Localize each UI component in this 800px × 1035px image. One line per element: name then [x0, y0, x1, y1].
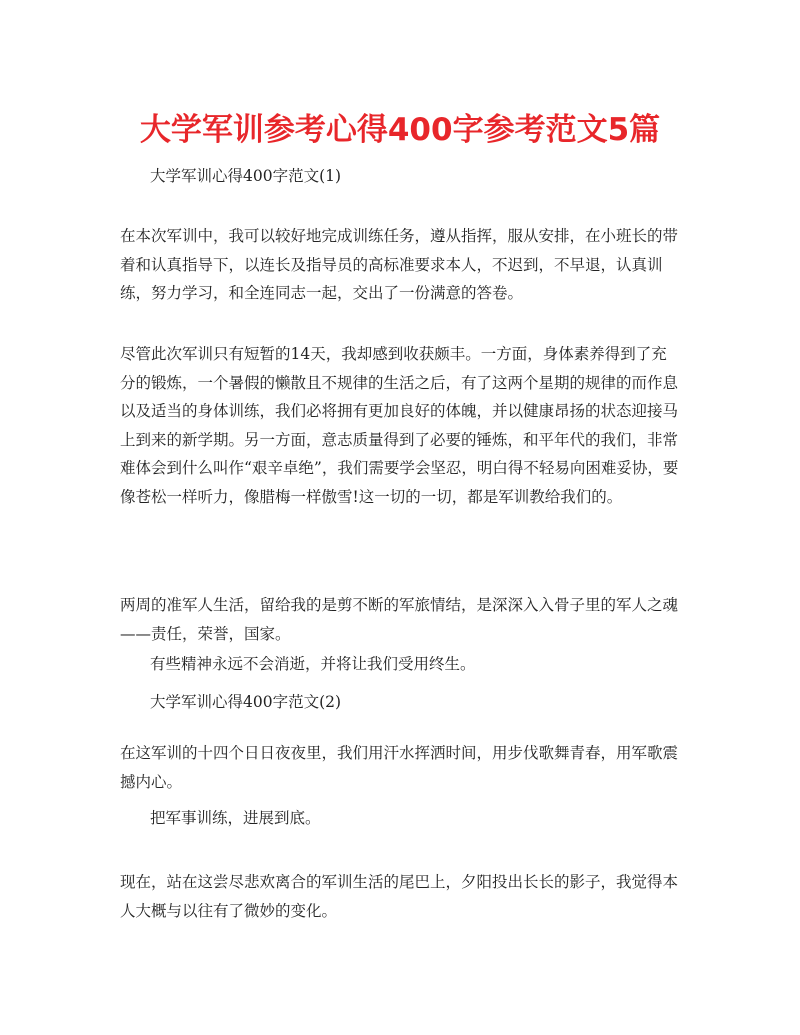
- paragraph-6: 把军事训练，进展到底。: [150, 809, 321, 827]
- paragraph-2: 尽管此次军训只有短暂的14天，我却感到收获颇丰。一方面，身体素养得到了充分的锻炼，一个暑假的懒散且不规律的生活之后，有了这两个星期的规律的而作息以及适当的身体训练，我们必将拥有更加良好的体魄，并以健康昂扬的状态迎接马上到来的新学期。另一方面，意志质量得到了必要的锤炼，和平年代的我们，非常难体会到什么叫作“艰辛卓绝”，我们需要学会坚忍，明白得不轻易向困难妥协，要像苍松一样听力，像腊梅一样傲雪!这一切的一切，都是军训教给我们的。: [120, 345, 679, 506]
- paragraph-5: 在这军训的十四个日日夜夜里，我们用汗水挥洒时间，用步伐歌舞青春，用军歌震撼内心。: [120, 744, 679, 791]
- document-title: 大学军训参考心得400字参考范文5篇: [139, 112, 661, 148]
- paragraph-7: 现在，站在这尝尽悲欢离合的军训生活的尾巴上，夕阳投出长长的影子，我觉得本人大概与以往有了微妙的变化。: [120, 873, 679, 920]
- section-heading-1: 大学军训心得400字范文(1): [150, 167, 342, 185]
- paragraph-1: 在本次军训中，我可以较好地完成训练任务，遵从指挥，服从安排，在小班长的带着和认真指导下，以连长及指导员的高标准要求本人，不迟到，不早退，认真训练，努力学习，和全连同志一起，交出了一份满意的答卷。: [120, 227, 679, 302]
- section-heading-2: 大学军训心得400字范文(2): [150, 693, 342, 711]
- paragraph-3: 两周的准军人生活，留给我的是剪不断的军旅情结，是深深入入骨子里的军人之魂——责任，荣誉，国家。: [120, 596, 679, 643]
- paragraph-4: 有些精神永远不会消逝，并将让我们受用终生。: [150, 655, 476, 673]
